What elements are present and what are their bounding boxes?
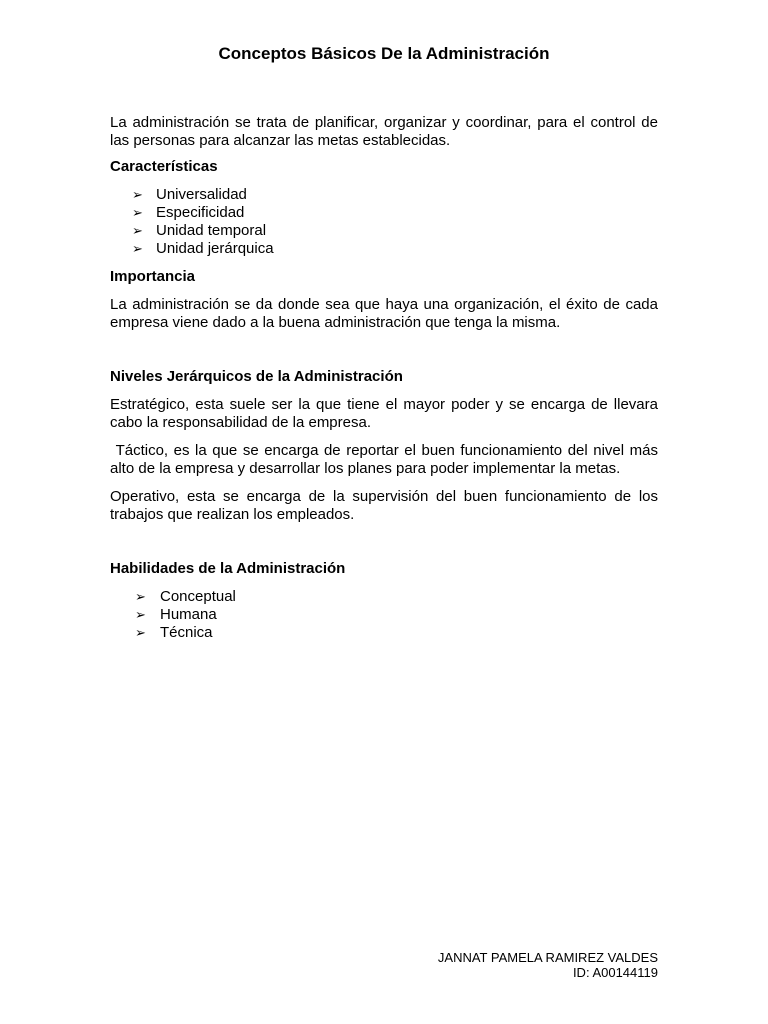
list-item-label: Unidad jerárquica	[156, 240, 274, 257]
document-body	[110, 114, 663, 642]
intro-paragraph: La administración se trata de planificar, organizar y coordinar, para el control de las personas para alcanzar las metas establecidas.	[110, 114, 658, 149]
habilidades-list	[110, 588, 658, 642]
caracteristicas-heading: Características	[110, 158, 218, 175]
arrow-bullet-icon: ➢	[135, 607, 146, 622]
arrow-bullet-icon: ➢	[135, 625, 146, 640]
document-title: Conceptos Básicos De la Administración	[218, 44, 550, 63]
list-item-label: Humana	[160, 606, 217, 623]
list-item	[110, 624, 658, 642]
list-item	[110, 222, 658, 240]
habilidades-heading: Habilidades de la Administración	[110, 560, 346, 577]
list-item	[110, 240, 658, 258]
arrow-bullet-icon: ➢	[132, 223, 143, 238]
list-item-label: Conceptual	[160, 588, 236, 605]
arrow-bullet-icon: ➢	[132, 187, 143, 202]
list-item	[110, 606, 658, 624]
list-item	[110, 186, 658, 204]
importancia-paragraph: La administración se da donde sea que haya una organización, el éxito de cada empresa viene dado a la buena administración que tenga la misma.	[110, 296, 658, 331]
operativo-paragraph: Operativo, esta se encarga de la supervisión del buen funcionamiento de los trabajos que realizan los empleados.	[110, 488, 658, 523]
list-item-label: Técnica	[160, 624, 213, 641]
author-name: JANNAT PAMELA RAMIREZ VALDES	[437, 950, 658, 965]
arrow-bullet-icon: ➢	[135, 589, 146, 604]
list-item	[110, 588, 658, 606]
arrow-bullet-icon: ➢	[132, 241, 143, 256]
importancia-heading: Importancia	[110, 268, 196, 285]
author-id: ID: A00144119	[572, 965, 658, 980]
author-footer	[438, 950, 658, 980]
list-item-label: Universalidad	[156, 186, 247, 203]
list-item	[110, 204, 658, 222]
caracteristicas-list	[110, 186, 658, 258]
list-item-label: Especificidad	[156, 204, 245, 221]
tactico-paragraph: Táctico, es la que se encarga de reportar el buen funcionamiento del nivel más alto de la empresa y desarrollar los planes para poder implementar la metas.	[110, 442, 663, 477]
arrow-bullet-icon: ➢	[132, 205, 143, 220]
list-item-label: Unidad temporal	[156, 222, 267, 239]
niveles-heading: Niveles Jerárquicos de la Administración	[110, 368, 403, 385]
estrategico-paragraph: Estratégico, esta suele ser la que tiene el mayor poder y se encarga de llevara cabo la responsabilidad de la empresa.	[110, 396, 658, 431]
